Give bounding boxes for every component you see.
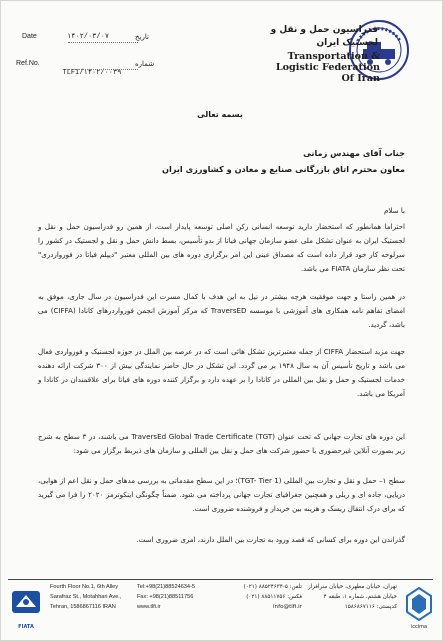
- date-line: [68, 42, 138, 43]
- paragraph-3: جهت مزید استحضار CIFFA از جمله معتبرترین تشکل هائی است که در عرصه بین الملل در حوزه لجستیک و فورواردی فعال می باشد و تاریخ تأسیس آن به سال ۱۹۴۸ بر می گردد. این تشکل در حال حاضر نمایندگی بیش از ۳۰۰ شرکت ارائه دهنده خدمات لجستیک و حمل و نقل بین المللی در کانادا را بر عهده دارد و برگزار کننده دوره های فیاتا برای علاقمندان در کانادا و آمریکا می باشد.: [38, 347, 406, 398]
- footer-divider: [8, 579, 433, 580]
- ref-label-en: Ref.No.: [16, 60, 40, 67]
- iccima-label: iccima: [410, 624, 428, 630]
- footer-email-link[interactable]: info@tlfi.ir: [273, 604, 302, 610]
- fiata-label: FIATA: [18, 624, 34, 630]
- date-value: ۱۴۰۲/۰۳/۰۷: [66, 33, 110, 41]
- org-name-fa: فدراسیون حمل و نقل و لجستیک ایران: [270, 25, 378, 48]
- iccima-logo-icon: [403, 580, 435, 626]
- footer-web-link[interactable]: www.tlfi.ir: [137, 604, 161, 610]
- footer-address-fa: تهران، خیابان مطهری، خیابان سرافراز خیابان هشتم، شماره ۱، طبقه ۴ کدپستی: ۱۵۸۶۸۶۷۱۱۶: [307, 584, 397, 610]
- paragraph-6: گذراندن این دوره برای کسانی که قصد ورود به تجارت بین الملل دارند، امری ضروری است.: [136, 535, 405, 544]
- footer-address-en: Fourth Floor No.1, 6th Alley Sarafraz St., Motahhari Ave., Tehran, 1586867116 IRAN: [50, 584, 122, 610]
- date-row: [8, 33, 158, 45]
- paragraph-2: در همین راستا و جهت موفقیت هرچه بیشتر در نیل به این هدف با کمال مسرت این فدراسیون در سال جاری، موفق به امضای تفاهم نامه همکاری های آموزشی با موسسه TraversED که مرکز آموزش انجمن فورواردرهای کانادا (CIFFA) می باشد، گردید.: [38, 292, 405, 329]
- org-name-en: Transportation & Logistic Federation Of Iran: [275, 51, 380, 84]
- ref-line: [68, 69, 138, 70]
- ref-label-fa: شماره: [135, 60, 155, 68]
- greeting: با سلام: [384, 206, 405, 215]
- addressee-title: معاون محترم اتاق بازرگانی صنایع و معادن و کشاورزی ایران: [161, 164, 405, 174]
- footer-contact-fa: تلفن: ۵-۸۸۵۲۴۶۳۴ (۰۲۱) فکس: ۸۸۵۱۱۷۵۶ (۰۲۱) info@tlfi.ir: [212, 582, 302, 612]
- bismillah-heading: بسمه تعالی: [197, 110, 243, 119]
- paragraph-4: این دوره های تجارت جهانی که تحت عنوان (TraversEd Global Trade Certificate (TGT می باشند، در ۳ سطح به شرح زیر بصورت آنلاین غیرحضوری با حضور شرکت های حمل و نقل بین المللی و سازمان های ذیربط برگزار می شود:: [38, 432, 405, 455]
- date-label-en: Date: [22, 33, 37, 40]
- ref-value: TLFI/۱۴۰۲/۰۰۳۹: [62, 69, 122, 77]
- addressee-name: جناب آقای مهندس زمانی: [303, 148, 405, 158]
- date-label-fa: تاریخ: [135, 33, 149, 41]
- fiata-logo-icon: [8, 577, 44, 623]
- footer-contact-en: Tel:+98(21)88524634-5 Fax: +98(21)88511756 www.tlfi.ir: [137, 582, 207, 612]
- ref-row: [8, 60, 158, 77]
- paragraph-1: احتراما همانطور که استحضار دارید توسعه انسانی رکن اصلی توسعه پایدار است، از همین رو فدراسیون حمل و نقل و لجستیک ایران به عنوان تشکل ملی عضو سازمان جهانی فیاتا از بدو تأسیس، بسط دانش حمل و نقل و لجستیک در کشور را سرلوحه کار خود قرار داده است که مصداق عینی این امر برگزاری دوره های بین المللی معتبر "دیپلم فیاتا در فورواردری" تحت نظر سازمان FIATA می باشد.: [38, 222, 405, 273]
- paragraph-5: سطح ۱– حمل و نقل و تجارت بین المللی (TGT- Tier 1)؛ در این سطح مقدماتی به بررسی مدهای حمل و نقل اعم از هوایی، دریایی، جاده ای و ریلی و همچنین جغرافیای تجارت جهانی پرداخته می شود. ضمناً چگونگی اینکوترمز ۲۰۲۰ را فرا می گیرید که برای درک انتقال ریسک و هزینه بین خریدار و فروشنده ضروری است.: [38, 476, 405, 513]
